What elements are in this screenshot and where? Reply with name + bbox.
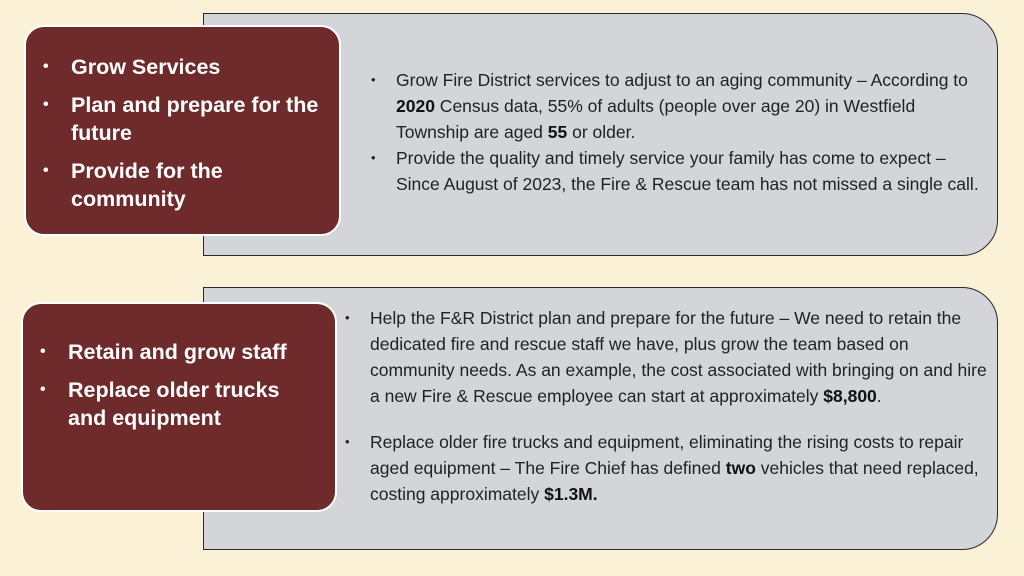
bullet-icon: • [371,150,376,165]
bullet-icon: • [43,96,49,113]
bullet-icon: • [40,343,46,360]
bullet-icon: • [345,434,350,449]
bottom-detail-list [343,305,988,507]
detail-item: • Replace older fire trucks and equipment, eliminating the rising costs to repair aged equipment – The Fire Chief has defined two vehicles that need replaced, costing approximately $1.3M. [343,429,988,507]
summary-item: • Retain and grow staff [40,340,287,364]
summary-item: • Replace older trucks and equipment [40,378,280,430]
detail-item: • Provide the quality and timely service your family has come to expect – Since August of 2023, the Fire & Rescue team has not missed a single call. [369,145,979,197]
summary-item: • Provide for the community [43,159,223,211]
bullet-icon: • [43,58,49,75]
bullet-icon: • [40,381,46,398]
top-summary-card [24,25,341,236]
detail-item: • Grow Fire District services to adjust to an aging community – According to 2020 Census data, 55% of adults (people over age 20) in Westfield Township are aged 55 or older. [369,67,979,145]
detail-item: • Help the F&R District plan and prepare for the future – We need to retain the dedicated fire and rescue staff we have, plus grow the team based on community needs. As an example, the cost associated with bringing on and hire a new Fire & Rescue employee can start at approximately $8,800. [343,305,988,409]
bullet-icon: • [345,310,350,325]
bottom-summary-card [21,302,337,512]
summary-item: • Plan and prepare for the future [43,93,319,145]
bullet-icon: • [43,162,49,179]
bullet-icon: • [371,72,376,87]
summary-item: • Grow Services [43,55,221,79]
top-detail-list [369,67,979,197]
